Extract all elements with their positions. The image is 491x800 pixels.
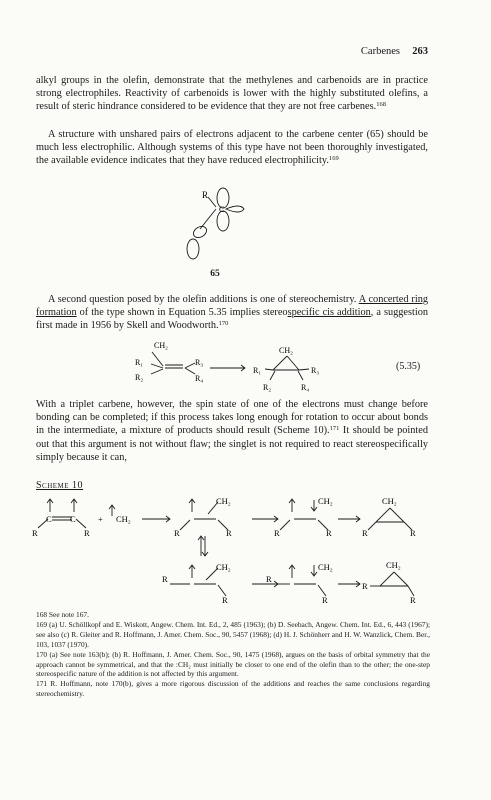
scheme-r-1: R (32, 528, 38, 538)
eq-ch2-right: CH₂ (279, 346, 293, 355)
eq-r2-product: R₂ (263, 383, 272, 392)
eq-ch2-left: CH₂ (154, 341, 168, 350)
scheme-r-6: R (326, 528, 332, 538)
structure-65-drawing (160, 185, 270, 270)
ref-168: 168 (376, 101, 386, 109)
footnote-170: 170 (a) See note 163(b); (b) R. Hoffmann, J. Amer. Chem. Soc., 90, 1475 (1968), argues on the basis of orbital symmetry that the approach cannot be symmetrical, and that the :CH₂ must initially be closer to one end of the olefin than to the other; the one-step stereospecific nature of the addition is not affected by this argument. (36, 649, 430, 679)
eq-r1: R₁ (135, 358, 144, 367)
scheme-ch2-product-2: CH₂ (386, 560, 401, 570)
paragraph-3-text-b: of the type shown in Equation 5.35 implies stereo (76, 307, 288, 319)
paragraph-1 (36, 74, 428, 114)
underlined-concerted-ring-formation: A concerted ring formation (36, 294, 428, 319)
paragraph-3-text-c: , a suggestion first made in 1956 by Skell and Woodworth. (36, 307, 428, 332)
eq-r3: R₃ (195, 358, 204, 367)
scheme-r-10: R (222, 595, 228, 604)
scheme-ch2-int-4: CH₂ (318, 562, 333, 572)
scheme-r-9: R (162, 574, 168, 584)
equation-number: (5.35) (396, 361, 421, 372)
paragraph-2 (36, 128, 428, 168)
paragraph-4 (36, 398, 428, 464)
scheme-ch2-int-1: CH₂ (216, 496, 231, 506)
scheme-r-13: R (362, 581, 368, 591)
scheme-r-14: R (410, 595, 416, 604)
paragraph-3 (36, 293, 428, 333)
scheme-r-4: R (226, 528, 232, 538)
paragraph-1-text: alkyl groups in the olefin, demonstrate that the methylenes and carbenoids are in practice strong electrophiles. Reactivity of carbenoids is lower with the highly substituted olefins, a result of steric hindrance considered to be evidence that they are not free carbenes. (36, 75, 428, 113)
scheme-ch2-product-1: CH₂ (382, 496, 397, 506)
paragraph-3-text-a: A second question posed by the olefin additions is one of stereochemistry. (48, 294, 359, 305)
scheme-r-7: R (362, 528, 368, 538)
paragraph-2-text: A structure with unshared pairs of electrons adjacent to the carbene center (65) should be much less electrophilic. Although systems of this type have not been thoroughly investigated, the available evidence indicates that they have reduced electrophilicity. (36, 129, 428, 167)
footnote-168: 168 See note 167. (36, 610, 89, 619)
scheme-c-2: C (70, 514, 76, 524)
scheme-r-12: R (322, 595, 328, 604)
ref-169: 169 (328, 155, 339, 163)
structure-c-label: C (219, 205, 225, 214)
eq-r3-product: R₃ (311, 366, 320, 375)
running-header (36, 46, 428, 60)
ref-170: 170 (218, 320, 229, 328)
header-title: Carbenes (360, 46, 400, 57)
equation-5-35-drawing (115, 338, 375, 392)
structure-r-label: R (202, 190, 209, 200)
footnote-171: 171 R. Hoffmann, note 170(b), gives a more rigorous discussion of the additions and reaches the same conclusions regarding stereochemistry. (36, 679, 430, 699)
eq-r4: R₄ (195, 374, 204, 383)
underlined-specific-cis-addition: specific cis addition (287, 307, 371, 319)
eq-r2: R₂ (135, 373, 144, 382)
ref-171: 171 (329, 425, 340, 433)
scheme-c-1: C (46, 514, 52, 524)
scheme-ch2-int-2: CH₂ (318, 496, 333, 506)
scheme-r-5: R (274, 528, 280, 538)
scheme-ch2-int-3: CH₂ (216, 562, 231, 572)
footnote-169: 169 (a) U. Schöllkopf and E. Wiskott, Angew. Chem. Int. Ed., 2, 485 (1963); (b) D. Seebach, Angew. Chem. Int. Ed., 6, 443 (1967); see also (c) R. Gleiter and R. Hoffmann, J. Amer. Chem. Soc., 90, 5457 (1968); (d) H. J. Schönherr and H. W. Wanzlick, Chem. Ber., 103, 1037 (1970). (36, 619, 430, 649)
paragraph-4-text-b: It should be pointed out that this argument is not without flaw; the singlet is not required to react stereospecifically simply because it can, (36, 425, 428, 463)
scheme-10-label: Scheme 10 (36, 480, 84, 491)
scheme-r-11: R (266, 574, 272, 584)
paragraph-4-text-a: With a triplet carbene, however, the spin state of one of the electrons must change before bonding can be completed; if this process takes long enough for rotation to occur about bonds in the intermediate, a mixture of products should result (Scheme 10). (36, 399, 428, 437)
scheme-plus: + (98, 514, 103, 524)
footnotes (36, 610, 430, 699)
page-number: 263 (412, 46, 428, 57)
scheme-ch2-reagent: CH₂ (116, 514, 131, 524)
structure-label-65: 65 (210, 269, 220, 279)
eq-r4-product: R₄ (301, 383, 310, 392)
scheme-r-2: R (84, 528, 90, 538)
scheme-r-3: R (174, 528, 180, 538)
scheme-10-drawing (30, 492, 450, 604)
scheme-r-8: R (410, 528, 416, 538)
eq-r1-product: R₁ (253, 366, 262, 375)
